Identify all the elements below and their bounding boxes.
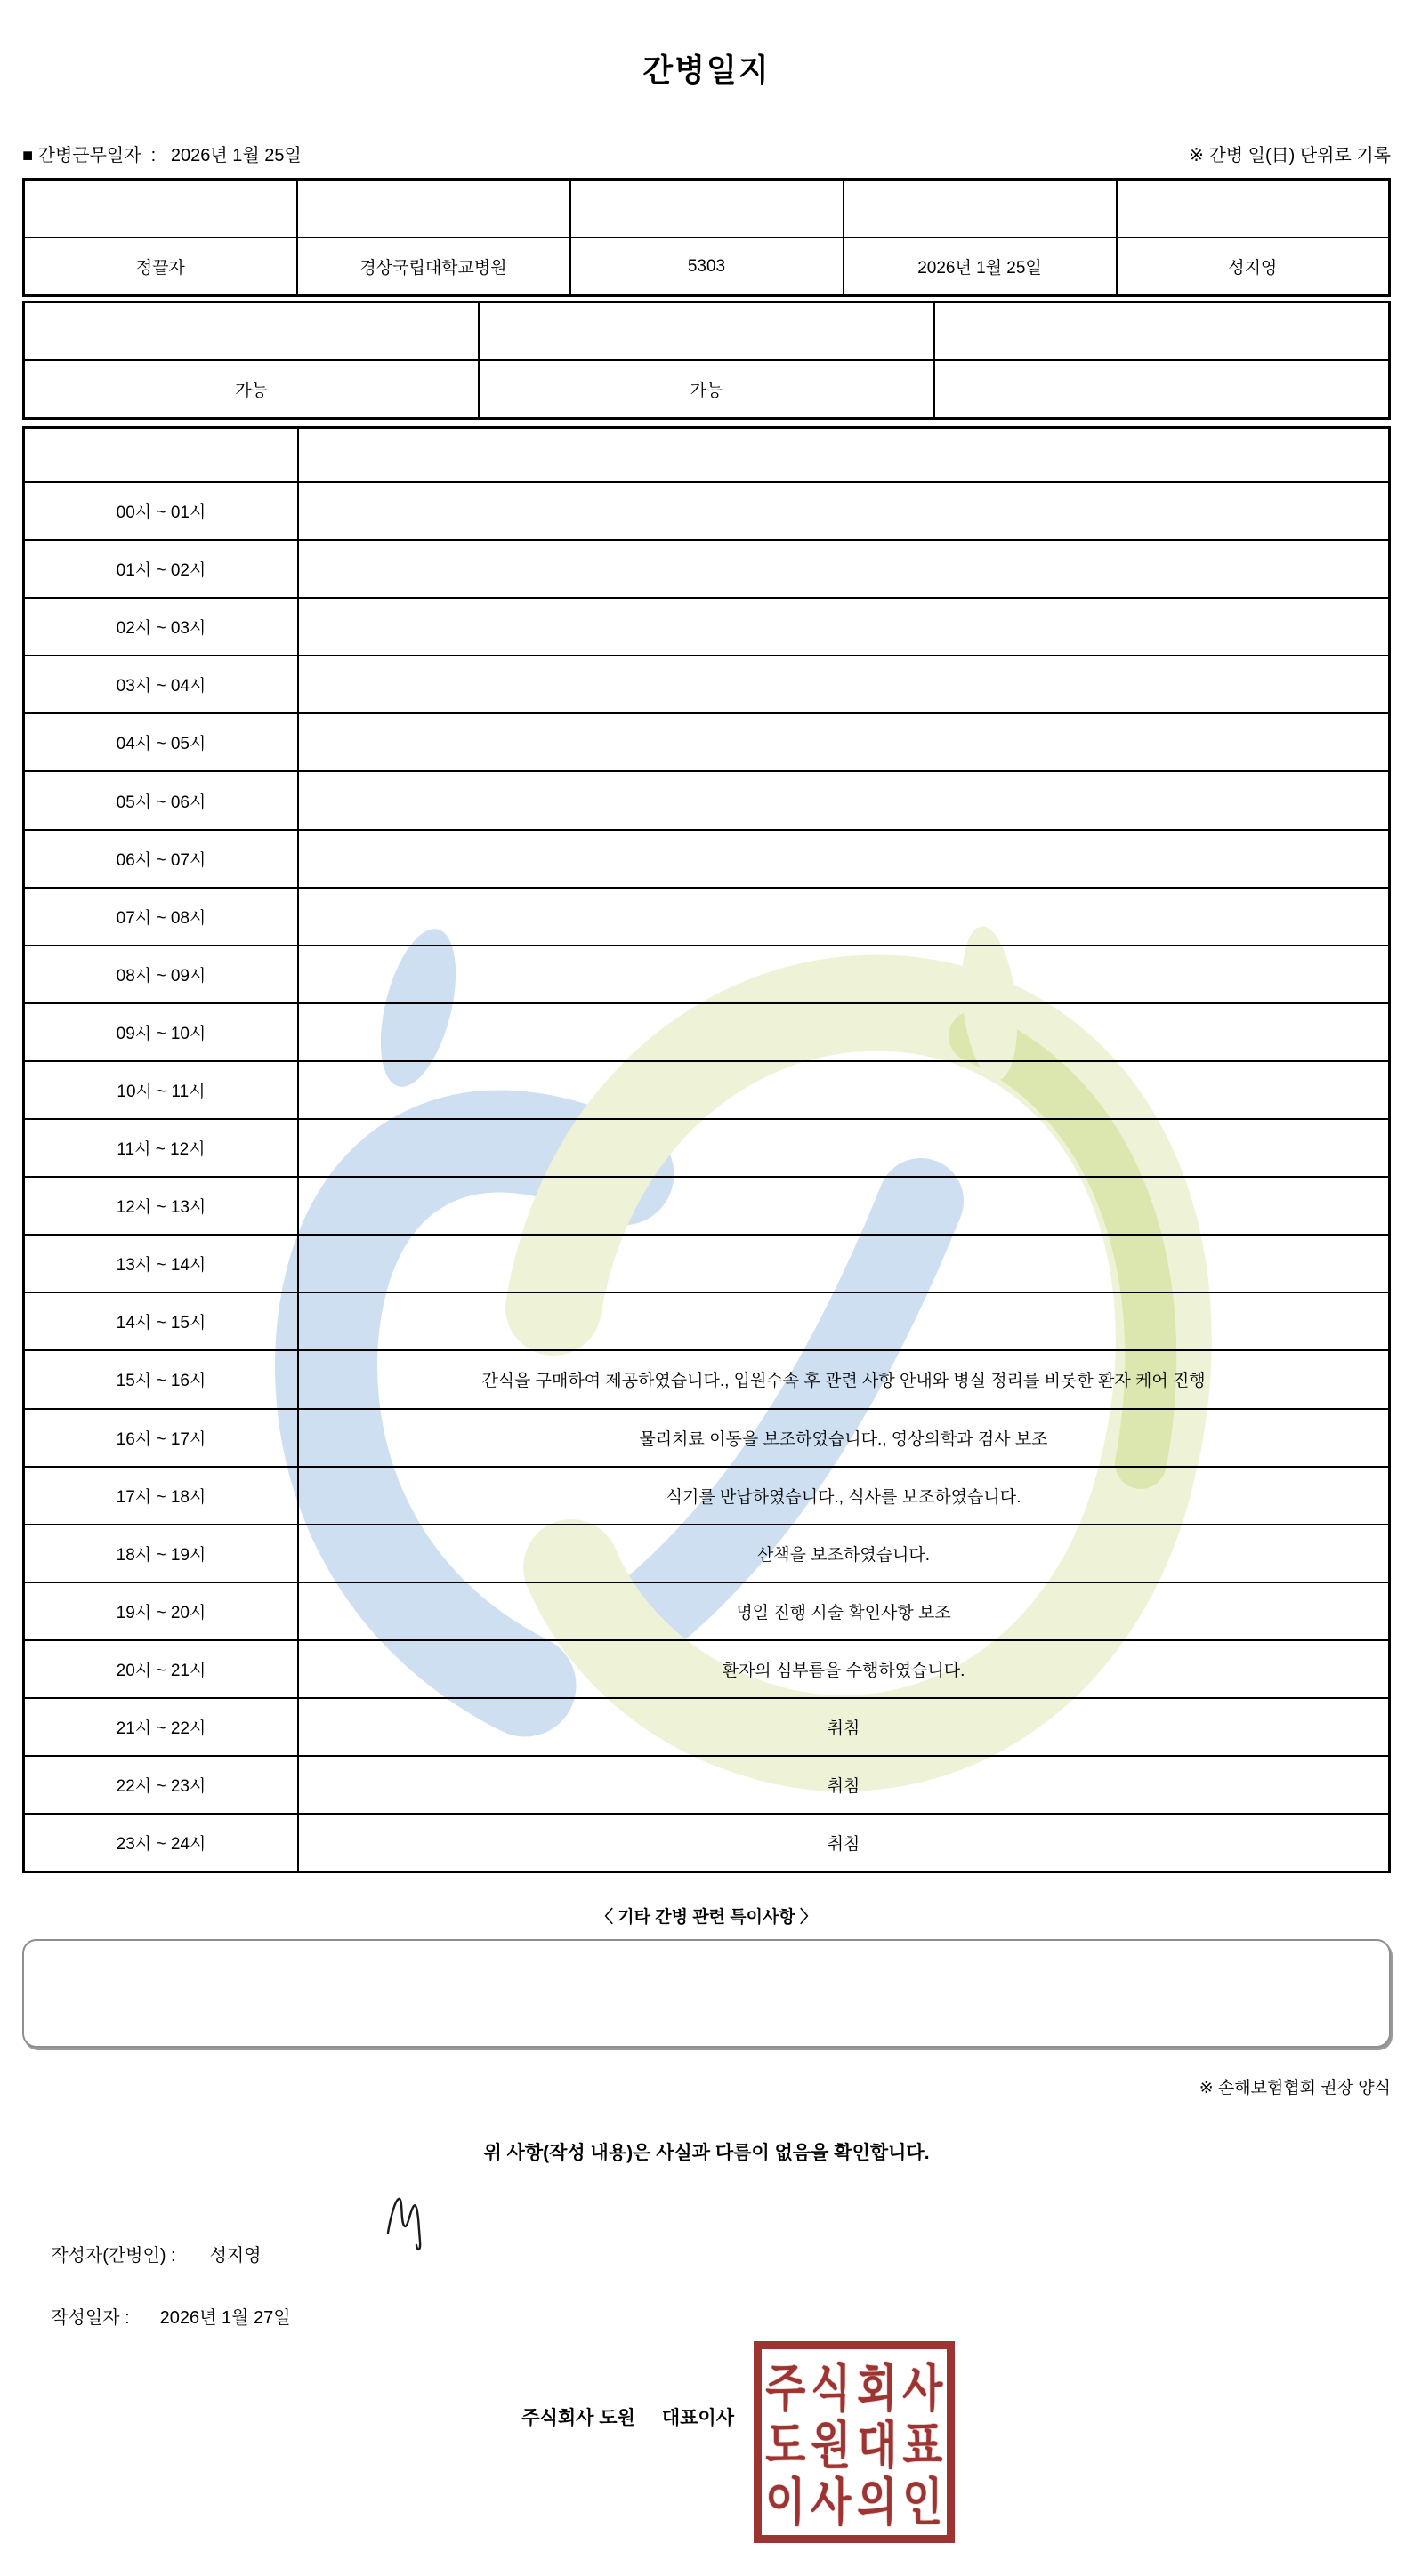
- header-tube-insertion: 체내 관 삽입: [934, 302, 1390, 361]
- stamp-character: 회: [857, 2361, 898, 2418]
- stamp-text-row: [765, 2413, 943, 2475]
- value-oral-intake: 가능: [479, 360, 934, 419]
- care-log-row: [24, 830, 1390, 888]
- company-ceo-title: 대표이사: [661, 2408, 734, 2428]
- care-log-table: [22, 426, 1391, 1873]
- care-row-content: [298, 946, 1390, 1003]
- care-row-time: 11시 ~ 12시: [24, 1119, 299, 1177]
- header-admission-date: 입원날짜: [844, 180, 1117, 238]
- special-notes-title: 〈 기타 간병 관련 특이사항 〉: [596, 1908, 817, 1927]
- written-date-line: [31, 2282, 291, 2349]
- care-row-content: [298, 830, 1390, 888]
- care-row-content: [298, 888, 1390, 946]
- stamp-character: 대: [857, 2418, 898, 2475]
- care-row-time: 19시 ~ 20시: [24, 1582, 299, 1640]
- care-log-header-row: [24, 428, 1390, 483]
- care-row-time: 00시 ~ 01시: [24, 482, 299, 540]
- patient-info-header-row: [24, 180, 1390, 238]
- care-row-content: [298, 598, 1390, 656]
- value-tube-insertion: [934, 360, 1390, 419]
- value-patient-name: 정끝자: [24, 237, 297, 296]
- care-log-row: [24, 713, 1390, 771]
- care-row-time: 03시 ~ 04시: [24, 656, 299, 713]
- care-row-content: [298, 656, 1390, 713]
- care-row-content: [298, 540, 1390, 598]
- care-log-row: [24, 946, 1390, 1003]
- care-row-content: [298, 1119, 1390, 1177]
- care-log-row: [24, 540, 1390, 598]
- care-log-row: [24, 888, 1390, 946]
- care-row-content: [298, 1061, 1390, 1119]
- care-log-row: [24, 1756, 1390, 1814]
- care-row-time: 07시 ~ 08시: [24, 888, 299, 946]
- stamp-text-row: [765, 2356, 943, 2418]
- care-log-row: [24, 1467, 1390, 1525]
- care-log-row: [24, 1119, 1390, 1177]
- value-self-walking: 가능: [24, 360, 480, 419]
- care-row-time: 22시 ~ 23시: [24, 1756, 299, 1814]
- care-log-row: [24, 771, 1390, 829]
- care-row-time: 18시 ~ 19시: [24, 1525, 299, 1582]
- care-log-row: [24, 1814, 1390, 1872]
- stamp-character: 인: [902, 2475, 943, 2532]
- care-log-row: [24, 482, 1390, 540]
- patient-info-value-row: [24, 237, 1390, 296]
- care-row-time: 16시 ~ 17시: [24, 1409, 299, 1467]
- care-row-content: 산책을 보조하였습니다.: [298, 1525, 1390, 1582]
- writer-line: [31, 2220, 262, 2287]
- company-line: [0, 2403, 734, 2430]
- care-log-row: [24, 1640, 1390, 1698]
- value-medical-institution: 경상국립대학교병원: [297, 237, 570, 296]
- care-row-content: 명일 진행 시술 확인사항 보조: [298, 1582, 1390, 1640]
- care-log-row: [24, 1061, 1390, 1119]
- status-header-row: [24, 302, 1390, 361]
- care-row-time: 15시 ~ 16시: [24, 1350, 299, 1408]
- stamp-character: 의: [857, 2475, 898, 2532]
- header-oral-intake: 음식 경구 섭취: [479, 302, 934, 361]
- care-row-content: [298, 771, 1390, 829]
- care-log-row: [24, 1525, 1390, 1582]
- corporate-seal-stamp: [754, 2341, 955, 2543]
- care-row-content: 물리치료 이동을 보조하였습니다., 영상의학과 검사 보조: [298, 1409, 1390, 1467]
- care-row-time: 02시 ~ 03시: [24, 598, 299, 656]
- care-row-time: 05시 ~ 06시: [24, 771, 299, 829]
- written-date-label: 작성일자 :: [51, 2308, 130, 2328]
- care-row-content: [298, 1235, 1390, 1292]
- care-row-content: 취침: [298, 1814, 1390, 1872]
- care-row-time: 23시 ~ 24시: [24, 1814, 299, 1872]
- care-row-content: 식기를 반납하였습니다., 식사를 보조하였습니다.: [298, 1467, 1390, 1525]
- care-log-row: [24, 1003, 1390, 1061]
- stamp-character: 사: [811, 2475, 852, 2532]
- care-row-time: 06시 ~ 07시: [24, 830, 299, 888]
- care-log-row: [24, 1292, 1390, 1350]
- care-log-row: [24, 1409, 1390, 1467]
- patient-info-table: [22, 178, 1391, 297]
- care-row-time: 14시 ~ 15시: [24, 1292, 299, 1350]
- header-self-walking: 자가 보행: [24, 302, 480, 361]
- care-row-time: 20시 ~ 21시: [24, 1640, 299, 1698]
- value-admission-date: 2026년 1월 25일: [844, 237, 1117, 296]
- value-room-number: 5303: [570, 237, 844, 296]
- duty-date-label: ■ 간병근무일자 : 2026년 1월 25일: [22, 146, 302, 165]
- care-row-time: 01시 ~ 02시: [24, 540, 299, 598]
- stamp-character: 이: [765, 2475, 806, 2532]
- stamp-character: 주: [765, 2361, 806, 2418]
- care-row-content: [298, 1003, 1390, 1061]
- care-row-content: 취침: [298, 1698, 1390, 1756]
- care-row-content: [298, 1177, 1390, 1235]
- care-row-content: 환자의 심부름을 수행하였습니다.: [298, 1640, 1390, 1698]
- care-row-time: 08시 ~ 09시: [24, 946, 299, 1003]
- care-row-time: 21시 ~ 22시: [24, 1698, 299, 1756]
- care-row-content: 간식을 구매하여 제공하였습니다., 입원수속 후 관련 사항 안내와 병실 정리를 비롯한 환자 케어 진행: [298, 1350, 1390, 1408]
- care-row-content: 취침: [298, 1756, 1390, 1814]
- confirmation-statement: 위 사항(작성 내용)은 사실과 다름이 없음을 확인합니다.: [483, 2143, 930, 2163]
- unit-note: ※ 간병 일(日) 단위로 기록: [1189, 146, 1391, 165]
- care-log-row: [24, 1698, 1390, 1756]
- writer-label: 작성자(간병인) :: [51, 2246, 176, 2266]
- care-row-time: 12시 ~ 13시: [24, 1177, 299, 1235]
- care-row-content: [298, 482, 1390, 540]
- insurance-association-note: ※ 손해보험협회 권장 양식: [1199, 2079, 1391, 2097]
- handwritten-signature: [381, 2186, 447, 2258]
- care-row-content: [298, 713, 1390, 771]
- stamp-text-row: [765, 2471, 943, 2532]
- header-room-number: 병실호수: [570, 180, 844, 238]
- care-row-content: [298, 1292, 1390, 1350]
- care-row-time: 09시 ~ 10시: [24, 1003, 299, 1061]
- status-value-row: [24, 360, 1390, 419]
- header-caregiver-name: 간병인명: [1117, 180, 1390, 238]
- care-log-row: [24, 1582, 1390, 1640]
- care-log-row: [24, 1235, 1390, 1292]
- special-notes-box[interactable]: [22, 1939, 1391, 2048]
- written-date-value: 2026년 1월 27일: [159, 2308, 291, 2328]
- meta-line: [22, 141, 1391, 166]
- stamp-character: 사: [902, 2361, 943, 2418]
- care-row-time: 13시 ~ 14시: [24, 1235, 299, 1292]
- stamp-character: 식: [811, 2361, 852, 2418]
- care-log-row: [24, 656, 1390, 713]
- stamp-character: 표: [902, 2418, 943, 2475]
- company-name: 주식회사 도원: [521, 2408, 635, 2428]
- header-time: 시간: [24, 428, 299, 483]
- stamp-character: 원: [811, 2418, 852, 2475]
- patient-status-table: [22, 301, 1391, 420]
- page-title: 간병일지: [642, 53, 771, 88]
- care-log-row: [24, 598, 1390, 656]
- header-patient-name: 환자성명: [24, 180, 297, 238]
- header-care-content: 간병 내용: [298, 428, 1390, 483]
- writer-name: 성지영: [209, 2246, 262, 2266]
- care-row-time: 17시 ~ 18시: [24, 1467, 299, 1525]
- header-medical-institution: 의료기관: [297, 180, 570, 238]
- care-row-time: 04시 ~ 05시: [24, 713, 299, 771]
- stamp-character: 도: [765, 2418, 806, 2475]
- care-log-row: [24, 1177, 1390, 1235]
- care-row-time: 10시 ~ 11시: [24, 1061, 299, 1119]
- care-log-row: [24, 1350, 1390, 1408]
- value-caregiver-name: 성지영: [1117, 237, 1390, 296]
